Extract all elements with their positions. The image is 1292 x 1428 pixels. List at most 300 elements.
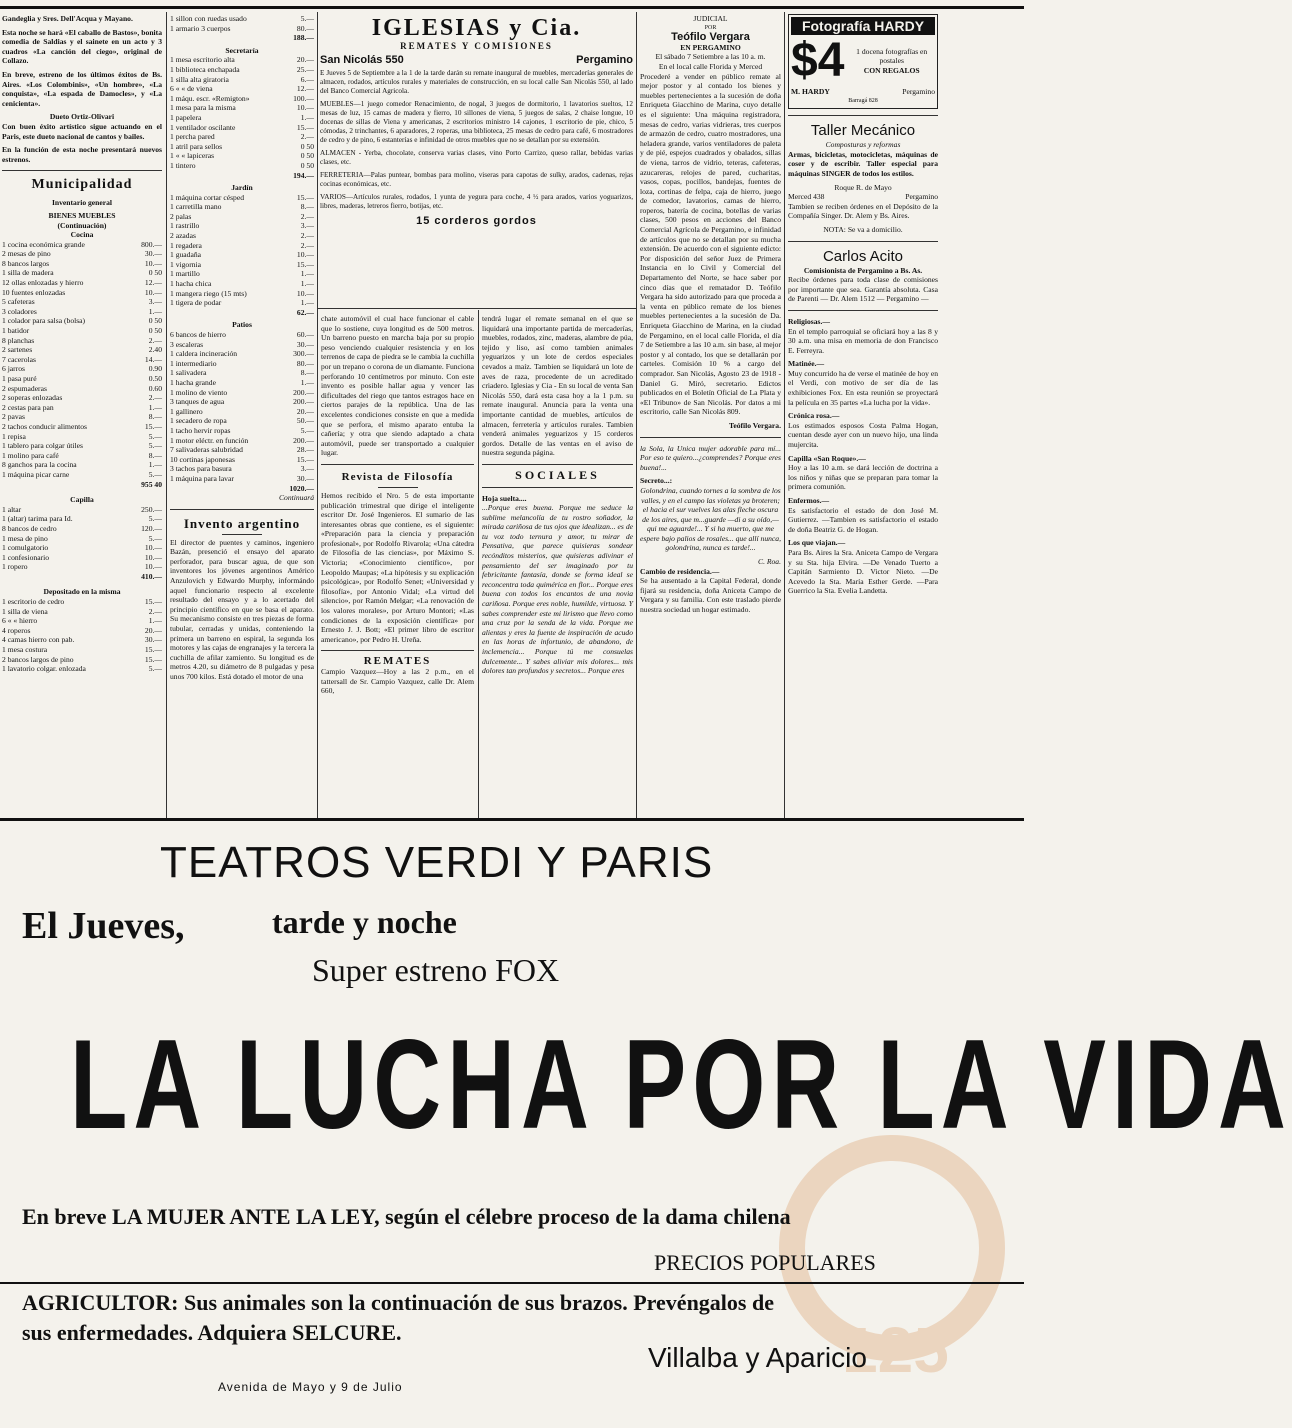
inventory-row xyxy=(170,65,314,75)
hardy-ad: Fotografía HARDY $4 1 docena fotografías en postales CON REGALOS M. HARDY Pergamino Barragá 828 xyxy=(788,14,938,109)
theater-news: Con buen éxito artístico sigue actuando en el Paris, este dueto nacional de cantos y bailes. xyxy=(2,121,162,141)
column-divider xyxy=(636,12,637,820)
subheading: Cocina xyxy=(70,230,94,240)
inventory-value: 1.— xyxy=(300,269,314,279)
inventory-row xyxy=(2,505,162,515)
inventory-value: 6.— xyxy=(300,74,314,84)
inventory-value: 1.— xyxy=(148,306,162,316)
inventory-row xyxy=(2,655,162,665)
inventory-value: 800.— xyxy=(141,239,162,249)
inventory-row xyxy=(170,416,314,426)
inventory-value: 8.— xyxy=(300,368,314,378)
column-1 xyxy=(2,14,162,822)
inventory-value: 5.— xyxy=(148,441,162,451)
inventory-row xyxy=(170,84,314,94)
inventory-value: 80.— xyxy=(296,23,314,33)
inventory-value: 5.— xyxy=(300,14,314,23)
film-title: LA LUCHA POR LA VIDA xyxy=(70,1013,1292,1156)
inventory-value: 200.— xyxy=(293,435,314,445)
inventory-row xyxy=(2,355,162,365)
inventory-value: 2.40 xyxy=(148,345,162,355)
inventory-item: 10 fuentes enlozadas xyxy=(2,287,66,297)
inventory-list xyxy=(170,14,314,33)
column-divider xyxy=(317,12,318,820)
inventory-item: 1 máquina cortar césped xyxy=(170,192,245,202)
subheading: Patios xyxy=(232,320,252,330)
signature: Teófilo Vergara. xyxy=(728,420,781,430)
inventory-item: 2 sartenes xyxy=(2,345,33,355)
column-3 xyxy=(321,314,474,814)
inventory-item: 1 mesa para la misma xyxy=(170,103,236,113)
inventory-item: 1 biblioteca enchapada xyxy=(170,64,240,74)
inventory-value: 30.— xyxy=(144,249,162,259)
inventory-value: 15.— xyxy=(144,654,162,664)
ad-highlight: 15 corderos gordos xyxy=(416,214,537,227)
theater-news: Esta noche se hará «El caballo de Bastos», bonita comedia de Saldias y el sainete en un acto y 3 cuadros «La canción del ciego», original de Collazo. xyxy=(2,27,162,66)
auction-location: En el local calle Florida y Merced xyxy=(658,61,763,71)
inventory-row xyxy=(2,645,162,655)
inventory-item: 8 bancos de cedro xyxy=(2,523,57,533)
inventory-list xyxy=(170,330,314,484)
subtotal: 955 40 xyxy=(141,479,162,489)
inventory-item: 1 tablero para colgar útiles xyxy=(2,441,83,451)
theater-news: En breve, estreno de los últimos éxitos de Bs. Aires. «Los Colombinis», «Un hombre», «La conquista», «La espada de Damocles», y «La cenicienta». xyxy=(2,69,162,108)
inventory-row xyxy=(170,436,314,446)
inventory-item: 1 hacha grande xyxy=(170,377,216,387)
inventory-value: 5.— xyxy=(148,664,162,674)
article-body: Se ha ausentado a la Capital Federal, donde fijará su residencia, doña Aniceta Campo de Vergara y su familia. Con este traslado pierde nuestra sociedad un hogar estimado. xyxy=(640,576,781,615)
inventory-item: 7 cacerolas xyxy=(2,354,36,364)
inventory-row xyxy=(2,664,162,674)
top-rule xyxy=(0,6,1024,9)
article-body: El director de puentes y caminos, ingeniero Bazán, presenció el ensayo del aparato perforador, para buscar agua, de que son inventores los jóvenes argentinos Américo Anzulovich y Edwardo Murphy, informándo aquel funcionario respecto al excelente resultado del ensayo y a lo acertado del principio científico en que se basa el aparato. Su mecanismo consiste en tres piezas de forma tubular, cerradas y unidas, conteniendo la primera un barreno en espiral, la segunda los motores y las cajas de engranajes y la tercera la cuchilla de afilar zamiento. Su longitud es de metros 4.20, su diámetro de 8 pulgadas y pesa unos 700 kilos. Está dotado el motor de una xyxy=(170,537,314,681)
inventory-value: 15.— xyxy=(296,122,314,132)
inventory-list xyxy=(170,193,314,308)
inventory-item: 10 cortinas japonesas xyxy=(170,454,235,464)
inventory-value: 10.— xyxy=(144,287,162,297)
inventory-row xyxy=(2,403,162,413)
article-body: chate automóvil el cual hace funcionar el cable que lo sostiene, cuya longitud es de 500 metros. Un barreno puesto en marcha baja por su propio peso venciendo cualquier resistencia y en los terrenos de capa de piedra se le cambia la cuchilla por un trepano o corona de un diamante. Funciona perforando 10 centímetros por minuto. Con este invento es posible hallar agua y vencer las dificultades del riego que tantos estragos hace en ciertos parajes de la república. Una de las excelentes condiciones consiste en que a medida que se perfora, el mismo aparato entuba la cañería; y otra que siendo adaptado a chata automóvil, puede ser transportado a cualquier lugar. xyxy=(321,314,474,458)
inventory-value: 1.— xyxy=(300,112,314,122)
inventory-item: 1 molino de viento xyxy=(170,387,228,397)
inventory-value: 15.— xyxy=(296,192,314,202)
inventory-item: 1 salivadera xyxy=(170,368,207,378)
article-title: Revista de Filosofía xyxy=(341,470,454,483)
inventory-item: 6 jarros xyxy=(2,364,25,374)
inventory-row xyxy=(2,412,162,422)
ad-title: IGLESIAS y Cia. xyxy=(371,15,582,41)
subheading: Depositado en la misma xyxy=(43,587,121,597)
ad-address-row xyxy=(320,54,633,66)
inventory-row xyxy=(2,597,162,607)
inventory-row xyxy=(2,514,162,524)
auction-date: El sábado 7 Setiembre a las 10 a. m. xyxy=(655,52,766,62)
inventory-row xyxy=(170,132,314,142)
article-body: la Sola, la Unica mujer adorable para mí... Por eso te quiero...¿comprendes? Porque eres buena!... xyxy=(640,443,781,472)
ad-prices: PRECIOS POPULARES xyxy=(654,1250,876,1275)
inventory-row xyxy=(170,397,314,407)
subtotal: 62.— xyxy=(296,307,314,317)
inventory-value: 60.— xyxy=(296,330,314,339)
inventory-item: 2 espumaderas xyxy=(2,383,47,393)
inventory-value: 80.— xyxy=(296,358,314,368)
inventory-item: 3 tanques de agua xyxy=(170,397,225,407)
inventory-row xyxy=(2,460,162,470)
inventory-item: 1 percha pared xyxy=(170,132,215,142)
inventory-item: 1 repisa xyxy=(2,431,26,441)
inventory-row xyxy=(2,326,162,336)
divider xyxy=(788,310,938,311)
inventory-value: 300.— xyxy=(293,349,314,359)
inventory-value: 200.— xyxy=(293,397,314,407)
inventory-value: 1.— xyxy=(148,402,162,412)
inventory-row xyxy=(170,103,314,113)
inventory-item: 1 altar xyxy=(2,504,22,514)
inventory-row xyxy=(2,543,162,553)
inventory-row xyxy=(170,368,314,378)
inventory-row xyxy=(2,422,162,432)
subheading: Hoja suelta.... xyxy=(482,493,527,503)
inventory-row xyxy=(170,193,314,203)
section-title: SOCIALES xyxy=(515,467,600,482)
inventory-value: 8.— xyxy=(148,412,162,422)
auctioneer-name: Teófilo Vergara xyxy=(671,31,750,44)
theater-news: En la función de esta noche presentará nuevos estrenos. xyxy=(2,145,162,164)
inventory-value: 2.— xyxy=(300,231,314,241)
inventory-item: 1 caldera incineración xyxy=(170,349,238,359)
inventory-item: 1 guadaña xyxy=(170,250,201,260)
inventory-item: 1 mesa escritorio alta xyxy=(170,55,235,65)
inventory-value: 120.— xyxy=(141,523,162,533)
inventory-value: 30.— xyxy=(296,473,314,483)
section-label: JUDICIAL xyxy=(693,14,728,23)
inventory-item: 1 pasa puré xyxy=(2,374,37,383)
inventory-row xyxy=(170,455,314,465)
ad-time: tarde y noche xyxy=(272,904,457,940)
inventory-row xyxy=(170,241,314,251)
inventory-value: 0 50 xyxy=(148,316,162,326)
intro-text: Gandeglia y Sres. Dell'Acqua y Mayano. xyxy=(2,14,133,23)
inventory-row xyxy=(2,534,162,544)
inventory-row xyxy=(2,524,162,534)
inventory-row xyxy=(2,364,162,374)
inventory-item: 1 máqu. escr. «Remigton» xyxy=(170,93,250,103)
inventory-item: 1 papelera xyxy=(170,112,202,122)
inventory-row xyxy=(2,553,162,563)
inventory-value: 20.— xyxy=(296,406,314,416)
inventory-value: 10.— xyxy=(296,103,314,113)
inventory-item: 1 rastrillo xyxy=(170,221,200,231)
inventory-row xyxy=(2,288,162,298)
inventory-item: 1 molino para café xyxy=(2,450,59,460)
inventory-value: 15.— xyxy=(144,421,162,431)
inventory-value: 1.— xyxy=(300,377,314,387)
inventory-item: 1 tintero xyxy=(170,160,196,170)
inventory-item: 2 mesas de pino xyxy=(2,249,51,259)
inventory-value: 1.— xyxy=(148,460,162,470)
theater-name: TEATROS VERDI Y PARIS xyxy=(160,838,714,887)
inventory-row xyxy=(2,374,162,384)
inventory-row xyxy=(2,336,162,346)
inventory-row xyxy=(2,607,162,617)
inventory-row xyxy=(170,151,314,161)
inventory-item: 1 colador para salsa (bolsa) xyxy=(2,316,86,326)
inventory-value: 0.60 xyxy=(148,383,162,393)
article-body: ...Porque eres buena. Porque me seduce la sublime melancolía de tu rostro soñador, la mirada cariñosa de tus ojos que idealizan... es de tu voz todo ternura y amor, tu mirar de Pensativa, que parece quisieras sondear recónditos misterios, que quisieras adivinar el pensamiento del ser imaginado por tu febricitante fantasía, donde se forma ideal se reconcentra toda quimérica en flor... Porque eres buena con todos los encantos de una novia cariñosa. Porque eres noble, humilde, virtuosa. Y sabes comprender este mi lirismo que llevo como una cruz por la senda de la vida. Porque me alientas y eres la fuente de inspiración de acudo en las horas de infortunio, de abandono, de inclemencia... Porque tú me consuelas dulcemente... Y sabes aliviar mis dolores... mis dolores tan profundos y secretos... Porque eres xyxy=(482,503,633,676)
inventory-row xyxy=(170,388,314,398)
inventory-item: 1 ropero xyxy=(2,562,28,572)
section-title: Municipalidad xyxy=(31,177,133,193)
inventory-value: 30.— xyxy=(296,339,314,349)
ad-company: Villalba y Aparicio xyxy=(648,1342,867,1373)
inventory-row xyxy=(170,330,314,340)
inventory-row xyxy=(170,359,314,369)
inventory-item: 1 máquina picar carne xyxy=(2,469,70,479)
inventory-row xyxy=(170,289,314,299)
inventory-item: 1 confesionario xyxy=(2,552,50,562)
article-title: REMATES xyxy=(363,655,432,668)
inventory-row xyxy=(170,123,314,133)
inventory-row xyxy=(170,161,314,171)
inventory-item: 1 atril para sellos xyxy=(170,141,223,151)
inventory-row xyxy=(170,202,314,212)
inventory-row xyxy=(170,474,314,484)
subheading: Capilla xyxy=(70,495,94,505)
inventory-value: 10.— xyxy=(144,562,162,572)
inventory-row xyxy=(2,278,162,288)
divider xyxy=(318,308,636,309)
inventory-item: 1 batidor xyxy=(2,326,30,336)
inventory-item: 6 « « de viena xyxy=(170,84,213,94)
inventory-value: 30.— xyxy=(144,635,162,645)
article-body: Procederé a vender en público remate al mejor postor y al contado los bienes y muebles pertenecientes a la sucesión de doña Enriqueta Giacchino de Marina, cuyo detalle es el siguiente: Una máquina registradora, mesas de cedro, varias vidrieras, tres cuerpos de armazón de cedro, cuatro mostradores, una heladera grande, varios ventiladores de paleta y de pié, espejos cuadrados y obalados, sillas de viena, tarros de vidrio, teteras, cafeteras, azucareras, relojes de pared, cucharitas, vasos, copas, pocillos, bandejas, fuentes de loza, cortinas de felpa, caja de hierro, juego de comedor, lavatorios, camas de hierro, roperos, batería de cocina, botellas de varias clases, 500 pesos en acciones del Banco Comercial Agrícola de Pergamino, e infinidad de artículos que no se detallan por su mucha extensión. De acuerdo con el siguiente edicto: Por disposición del señor Juez de Primera Instancia en lo Civil y Comercial del Departamento del Norte, se hace saber por cinco días que el rematador D. Teófilo Vergara ha sido autorizado para que proceda a la venta en público remate de los bienes muebles pertenecientes a la sucesión de Da. Enriqueta Giacchino de Marina, en la ciudad de Pergamino, en el local calle Florida, el día 7 de Setiembre a las 10 a.m. sin base, al mejor postor y al contado, los que se detallarán por carteles. Comisión 10 % a cargo del comprador. San Nicolás, Agosto 23 de 1918 - Daniel G. Miró, secretario. Edictos publicados en el Boletín Oficial de La Plata y «El Tribuno» de San Nicolás. Por datos a mi escritorio, calle San Nicolás 809. xyxy=(640,71,781,417)
inventory-row xyxy=(170,349,314,359)
inventory-item: 1 motor eléctr. en función xyxy=(170,435,249,445)
subheading: Cambio de residencia.— xyxy=(640,566,720,576)
inventory-value: 100.— xyxy=(293,93,314,103)
inventory-row xyxy=(170,269,314,279)
inventory-item: 1 mesa costura xyxy=(2,645,48,655)
inventory-value: 1.— xyxy=(148,616,162,626)
ad-address: San Nicolás 550 xyxy=(320,53,404,66)
inventory-row xyxy=(2,240,162,250)
inventory-row xyxy=(2,259,162,269)
inventory-row xyxy=(2,451,162,461)
inventory-value: 2.— xyxy=(148,335,162,345)
inventory-row xyxy=(170,426,314,436)
inventory-row xyxy=(170,113,314,123)
inventory-value: 8.— xyxy=(148,450,162,460)
inventory-row xyxy=(170,24,314,34)
inventory-item: 3 escaleras xyxy=(170,339,204,349)
inventory-value: 15.— xyxy=(296,454,314,464)
inventory-value: 20.— xyxy=(144,625,162,635)
inventory-row xyxy=(170,55,314,65)
inventory-value: 3.— xyxy=(300,464,314,474)
column-divider xyxy=(166,12,167,820)
inventory-value: 5.— xyxy=(148,431,162,441)
inventory-value: 10.— xyxy=(144,543,162,553)
subheading: Secreto...: xyxy=(640,476,673,486)
inventory-item: 1 escritorio de cedro xyxy=(2,597,65,607)
inventory-item: 8 planchas xyxy=(2,335,35,345)
inventory-row xyxy=(2,249,162,259)
city: EN PERGAMINO xyxy=(680,42,741,52)
inventory-value: 2.— xyxy=(148,393,162,403)
divider xyxy=(321,464,474,465)
hardy-footer: M. HARDY Pergamino xyxy=(791,87,935,96)
inventory-value: 2.— xyxy=(300,132,314,142)
inventory-item: 7 salivaderas salubridad xyxy=(170,445,243,455)
inventory-item: 1 secadero de ropa xyxy=(170,416,227,426)
inventory-list xyxy=(2,597,162,674)
subtotal: 1020.— xyxy=(289,483,314,493)
inventory-item: 1 « « lapiceras xyxy=(170,151,215,161)
inventory-value: 10.— xyxy=(144,258,162,268)
inventory-value: 0 50 xyxy=(300,151,314,161)
inventory-item: 1 comulgatorio xyxy=(2,543,49,553)
inventory-value: 15.— xyxy=(144,597,162,607)
inventory-value: 0 50 xyxy=(148,268,162,278)
inventory-row xyxy=(170,378,314,388)
inventory-item: 1 silla alta giratoria xyxy=(170,74,229,84)
inventory-row xyxy=(2,297,162,307)
inventory-row xyxy=(170,142,314,152)
inventory-row xyxy=(2,635,162,645)
continued-note: Continuará xyxy=(278,493,314,503)
inventory-item: 3 coladores xyxy=(2,306,37,316)
inventory-item: 2 bancos largos de pino xyxy=(2,654,74,664)
inventory-item: 2 soperas enlozadas xyxy=(2,393,63,403)
subheading: BIENES MUEBLES xyxy=(48,210,116,220)
ad-city: Pergamino xyxy=(576,53,633,66)
poem: Golondrina, cuando tornes a la sombra de los valles, y en el campo las violetas ya broteren; el hacia el sur vuelves las alas fleche oscura de los aires, que m...guarde —di a su oído,— qui me aguarde!... Y si ha muerto, que me espere bajo palios de rosales... que allí nunca, golondrina, nunca es tarde!... xyxy=(640,485,781,553)
inventory-item: 4 roperos xyxy=(2,625,31,635)
inventory-item: 1 (altar) tarima para Id. xyxy=(2,514,73,524)
inventory-value: 8.— xyxy=(300,202,314,212)
article-body: Hemos recibido el Nro. 5 de esta importante publicación trimestral que dirige el inteligente escritor Dr. José Ingenieros. El sumario de las interesantes obras que contiene, es el siguiente: «Preparación para la ciencia y preparación profesional», por Rodolfo Rivarola; «Una cátedra de Filosofía de las ciencias», por Máximo S. Victoria; «Conocimiento científico», por Leopoldo Maupas; «La hipótesis y su explicación psicológica», por Rodolfo Senet; «Universidad y filosofía», por Antonio Vidal; «La virtud del silencio», por Ramón Melgar; «La renovación de los valores morales», por Arturo Montori; «Las condiciones de la exposición científica» por Ernesto J. J. Bott; «El primer libro de escritor americano», por Pedro H. Ureña. xyxy=(321,490,474,644)
inventory-row xyxy=(2,626,162,636)
inventory-value: 10.— xyxy=(144,552,162,562)
inventory-row xyxy=(2,345,162,355)
inventory-item: 8 bancos largos xyxy=(2,258,50,268)
article-body: Campio Vazquez—Hoy a las 2 p.m., en el tattersall de Sr. Campio Vazquez, calle Dr. Alem 660, xyxy=(321,667,474,696)
inventory-list xyxy=(2,505,162,572)
hardy-price: $4 xyxy=(791,34,845,87)
inventory-item: 2 azadas xyxy=(170,231,196,241)
inventory-item: 1 martillo xyxy=(170,269,200,279)
watermark-seal: 125 xyxy=(772,1128,1012,1388)
column-divider xyxy=(784,12,785,820)
inventory-item: 1 sillon con ruedas usado xyxy=(170,14,247,23)
inventory-list xyxy=(2,240,162,480)
inventory-item: 1 cocina económica grande xyxy=(2,239,85,249)
inventory-row xyxy=(170,279,314,289)
inventory-value: 5.— xyxy=(300,425,314,435)
inventory-row xyxy=(170,340,314,350)
iglesias-ad xyxy=(320,14,633,306)
inventory-value: 0 50 xyxy=(300,141,314,151)
inventory-item: 1 regadera xyxy=(170,240,202,250)
inventory-value: 0.50 xyxy=(148,374,162,383)
inventory-row xyxy=(170,407,314,417)
inventory-row xyxy=(2,441,162,451)
inventory-row xyxy=(2,307,162,317)
divider xyxy=(378,487,418,488)
divider xyxy=(640,437,781,438)
inventory-item: 1 intermediario xyxy=(170,358,217,368)
inventory-value: 12.— xyxy=(296,84,314,94)
inventory-item: 1 lavatorio colgar. enlozada xyxy=(2,664,86,674)
inventory-item: 1 mesa de pino xyxy=(2,533,48,543)
inventory-item: 2 pavas xyxy=(2,412,25,422)
inventory-row xyxy=(170,464,314,474)
inventory-row xyxy=(170,221,314,231)
inventory-row xyxy=(170,231,314,241)
ad-body: E Jueves 5 de Septiembre a la 1 de la tarde darán su remate inaugural de muebles, mercaderías generales de almacen, rodados, artículos rurales y materiales de construcción, en su local calle San Nicolás 550, al lado del Banco Comercial Agricola. MUEBLES—1 juego comedor Renacimiento, de nogal, 3 juegos de dormitorio, 1 lavatorios sueltos, 12 mesas de luz, 15 camas de madera y fierro, 10 sillones de viena, 5 juegos de salas, 2 chaise longue, 10 docenas de sillas de Viena y americanas, 2 escritorios ministro 14 cajones, 1 escritorio de pie, chico, 5 cómodas, 2 trinchantes, 6 aparadores, 2 roperas, una biblioteca, 25 mesas de cedro para café, 6 mostradores de cedro y de pino, 6 estanterías e infinidad de otros muebles que no se detallan por su extensión. ALMACEN - Yerba, chocolate, conserva varias clases, vino Porto Carrizo, queso rallar, bebidas varias clases, etc. FERRETERIA—Palas puntear, bombas para molino, viseras para capotas de sulky, arados, cadenas, rejas cocinas económicas, etc. VARIOS—Artículos rurales, rodados, 1 yunta de yegura para coche, 4 ½ para arados, varios yoguarizos, libres, maderas, letreros fierro, botijas, etc. xyxy=(320,68,633,210)
inventory-value: 3.— xyxy=(300,221,314,231)
selcure-ad: sus enfermedades. Adquiera SELCURE. xyxy=(22,1320,402,1345)
subtotal: 194.— xyxy=(293,170,314,180)
inventory-value: 12.— xyxy=(144,278,162,288)
ad-address: Avenida de Mayo y 9 de Julio xyxy=(218,1380,403,1394)
inventory-value: 10.— xyxy=(296,250,314,260)
inventory-item: 2 palas xyxy=(170,211,192,221)
inventory-value: 3.— xyxy=(148,297,162,307)
inventory-item: 8 ganchos para la cocina xyxy=(2,460,77,470)
inventory-item: 1 vigornia xyxy=(170,259,202,269)
column-2 xyxy=(170,14,314,822)
hardy-info: 1 docena fotografías en postales CON REGALOS xyxy=(856,46,928,75)
inventory-value: 25.— xyxy=(296,64,314,74)
inventory-item: 1 ventilador oscilante xyxy=(170,122,236,132)
inventory-value: 15.— xyxy=(144,645,162,655)
inventory-value: 20.— xyxy=(296,55,314,65)
column-5 xyxy=(640,14,781,822)
inventory-item: 1 mangera riego (15 mts) xyxy=(170,288,247,298)
inventory-row xyxy=(170,212,314,222)
acito-title: Carlos Acito xyxy=(822,247,904,265)
divider xyxy=(321,650,474,651)
ad-rule xyxy=(0,818,1024,821)
divider xyxy=(788,115,938,116)
ad-subtitle: REMATES Y COMISIONES xyxy=(400,41,553,51)
subheading: Inventario general xyxy=(51,198,113,208)
divider xyxy=(0,1282,1024,1284)
ad-super: Super estreno FOX xyxy=(312,952,560,988)
inventory-item: 3 tachos para basura xyxy=(170,464,232,474)
inventory-item: 2 tachos conducir alimentos xyxy=(2,421,87,431)
inventory-item: 1 carretilla mano xyxy=(170,202,222,212)
inventory-item: 1 tacho hervir ropas xyxy=(170,425,231,435)
inventory-value: 5.— xyxy=(148,469,162,479)
inventory-value: 0 50 xyxy=(300,160,314,170)
inventory-value: 250.— xyxy=(141,504,162,514)
inventory-row xyxy=(2,616,162,626)
divider xyxy=(482,487,633,488)
inventory-row xyxy=(170,250,314,260)
divider xyxy=(2,170,162,171)
subheading: Jardín xyxy=(231,183,253,193)
divider xyxy=(170,509,314,510)
inventory-row xyxy=(2,384,162,394)
inventory-item: 1 silla de viena xyxy=(2,606,48,616)
inventory-value: 1.— xyxy=(300,279,314,289)
inventory-row xyxy=(2,470,162,480)
inventory-row xyxy=(170,298,314,308)
subheading: Secretaría xyxy=(225,45,259,55)
inventory-row xyxy=(2,316,162,326)
